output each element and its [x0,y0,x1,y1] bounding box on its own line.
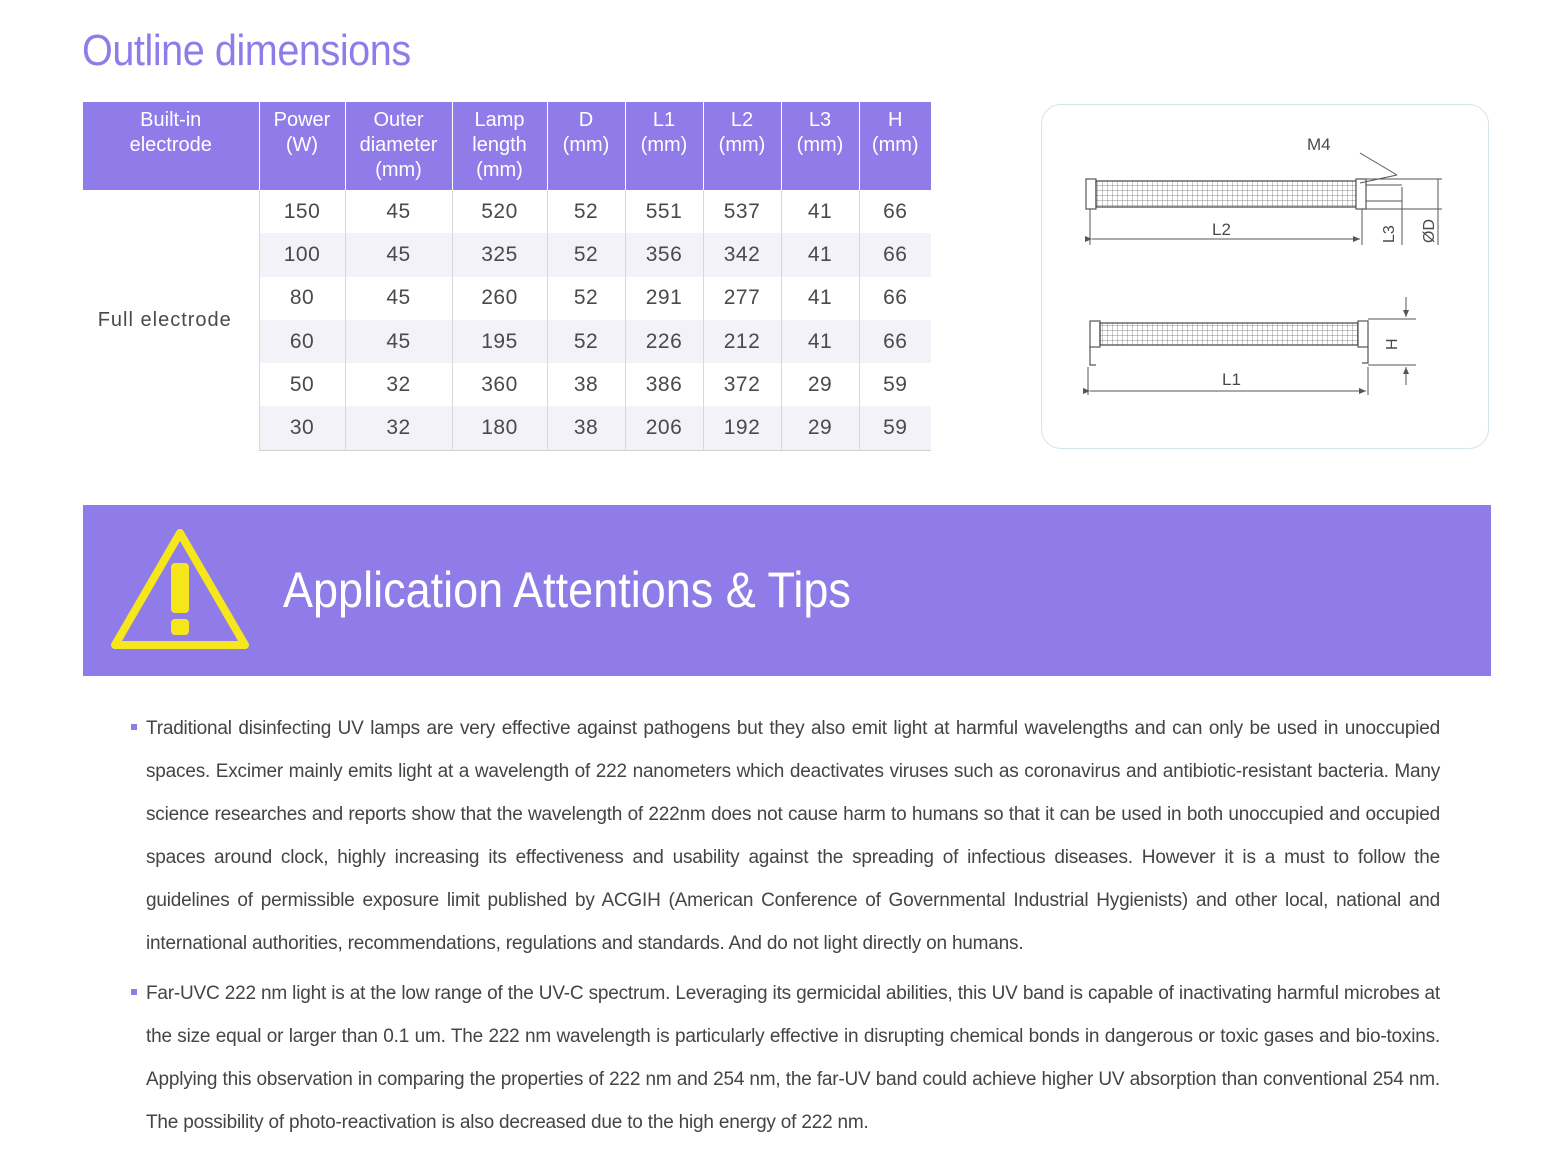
column-header-line: L3 [808,109,832,131]
column-header-1 [259,102,345,190]
column-header-7 [781,102,859,190]
column-header-line: (W) [285,134,319,156]
table-cell: 41 [781,190,859,233]
table-cell: 372 [703,363,781,406]
table-cell: 66 [859,277,931,320]
column-header-0 [83,102,259,190]
table-cell: 386 [625,363,703,406]
table-cell: 29 [781,363,859,406]
lamp-side-view [1088,297,1416,395]
column-header-line: Outer [373,109,424,131]
label-m4: M4 [1307,135,1331,154]
column-header-line: Built-in [140,109,202,131]
bullet-icon [131,989,137,995]
table-cell: 260 [452,277,547,320]
table-cell: 150 [259,190,345,233]
column-header-line: (mm) [562,134,610,156]
table-cell: 342 [703,233,781,276]
table-cell: 41 [781,233,859,276]
tip-text-1: Traditional disinfecting UV lamps are very effective against pathogens but they also emit light at harmful wavelengths and can only be used in unoccupied spaces. Excimer mainly emits light at a wavelength of 222 nanometers which deactivates viruses such as coronavirus and antibiotic-resistant bacteria. Many science researches and reports show that the wavelength of 222nm does not cause harm to humans so that it can be used in both unoccupied and occupied spaces around clock, highly increasing its effectiveness and usability against the spreading of infectious diseases. However it is a must to follow the guidelines of permissible exposure limit published by ACGIH (American Conference of Governmental Industrial Hygienists) and other local, national and international authorities, recommendations, regulations and standards. And do not light directly on humans. [146,718,1440,954]
banner-title: Application Attentions & Tips [283,562,851,618]
table-cell: 325 [452,233,547,276]
table-cell: 520 [452,190,547,233]
column-header-line: D [578,109,594,131]
table-cell: 52 [547,233,625,276]
column-header-line: L2 [730,109,754,131]
table-cell: 38 [547,363,625,406]
column-header-line: length [472,134,527,156]
column-header-line: (mm) [796,134,844,156]
attention-banner [83,505,1491,676]
table-cell: 356 [625,233,703,276]
column-header-line: (mm) [871,134,919,156]
table-cell: 59 [859,363,931,406]
table-cell: 30 [259,406,345,450]
column-header-line: diameter [359,134,438,156]
dimensions-table [83,102,931,451]
column-header-4 [547,102,625,190]
table-cell: 41 [781,320,859,363]
table-cell: 45 [345,233,452,276]
table-cell: 66 [859,320,931,363]
table-cell: 32 [345,363,452,406]
column-header-line: H [888,109,903,131]
table-cell: 277 [703,277,781,320]
tip-text-2: Far-UVC 222 nm light is at the low range of the UV-C spectrum. Leveraging its germicidal abilities, this UV band is capable of inactivating harmful microbes at the size equal or larger than 0.1 um. The 222 nm wavelength is particularly effective in disrupting chemical bonds in dangerous or toxic gases and bio-toxins. Applying this observation in comparing the properties of 222 nm and 254 nm, the far-UV band could achieve higher UV absorption than conventional 254 nm. The possibility of photo-reactivation is also decreased due to the high energy of 222 nm. [146,983,1440,1133]
column-header-line: L1 [652,109,676,131]
table-cell: 38 [547,406,625,450]
column-header-line: Power [273,109,331,131]
table-cell: 206 [625,406,703,450]
table-cell: 360 [452,363,547,406]
table-cell: 60 [259,320,345,363]
tips-list [130,707,1440,1151]
label-l1: L1 [1222,370,1241,389]
table-cell: 45 [345,277,452,320]
table-cell: 32 [345,406,452,450]
group-label-cell: Full electrode [97,308,232,331]
label-l2: L2 [1212,220,1231,239]
table-cell: 52 [547,320,625,363]
table-cell: 66 [859,233,931,276]
column-header-line: electrode [129,134,212,156]
label-h: H [1384,338,1401,350]
table-cell: 45 [345,320,452,363]
label-l3: L3 [1381,225,1398,243]
column-header-line: (mm) [375,159,422,181]
column-header-2 [345,102,452,190]
table-body [83,190,931,450]
lamp-drawing-svg [1042,105,1488,448]
column-header-5 [625,102,703,190]
table-cell: 66 [859,190,931,233]
column-header-line: (mm) [718,134,766,156]
tip-item-1 [130,707,1440,965]
table-cell: 192 [703,406,781,450]
warning-triangle-icon [109,527,251,653]
column-header-line: (mm) [640,134,688,156]
tip-item-2 [130,972,1440,1144]
table-cell: 551 [625,190,703,233]
column-header-3 [452,102,547,190]
column-header-8 [859,102,931,190]
table-cell: 291 [625,277,703,320]
table-cell: 59 [859,406,931,450]
page-title: Outline dimensions [82,26,411,75]
column-header-line: Lamp [474,109,525,131]
column-header-line: (mm) [476,159,523,181]
table-cell: 52 [547,190,625,233]
table-cell: 80 [259,277,345,320]
column-header-6 [703,102,781,190]
table-cell: 226 [625,320,703,363]
table-cell: 195 [452,320,547,363]
bullet-icon [131,724,137,730]
table-cell: 212 [703,320,781,363]
table-cell: 100 [259,233,345,276]
table-cell: 29 [781,406,859,450]
table-cell: 50 [259,363,345,406]
table-cell: 52 [547,277,625,320]
table-cell: 537 [703,190,781,233]
table-row [83,190,931,233]
lamp-dimension-drawing [1041,104,1489,449]
label-od: ØD [1421,219,1438,243]
table-header-row [83,102,931,190]
table-cell: 45 [345,190,452,233]
table-cell: 180 [452,406,547,450]
table-cell: 41 [781,277,859,320]
